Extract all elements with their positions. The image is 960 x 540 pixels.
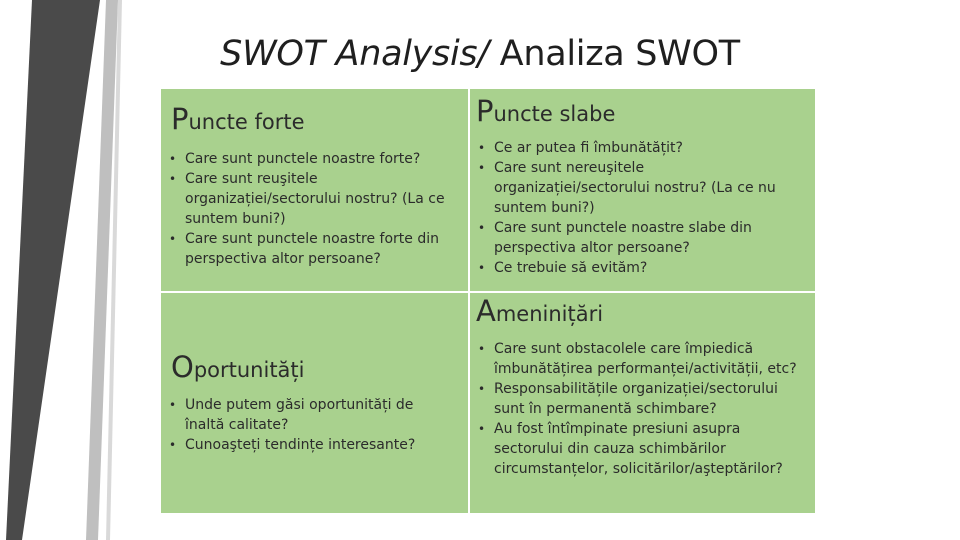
- weaknesses-heading-rest: uncte slabe: [493, 102, 616, 126]
- strengths-quadrant: [161, 89, 468, 291]
- list-item: • Care sunt obstacolele care împiedică îmbunătățirea performanței/activității, etc?: [472, 339, 802, 379]
- list-item: • Care sunt punctele noastre slabe din perspectiva altor persoane?: [472, 218, 792, 258]
- opportunities-quadrant: [161, 293, 468, 513]
- list-item: • Responsabilitățile organizației/sectorului sunt în permanentă schimbare?: [472, 379, 802, 419]
- threats-heading-rest: meninițări: [495, 302, 604, 326]
- list-item: • Care sunt nereuşitele organizației/sectorului nostru? (La ce nu suntem buni?): [472, 158, 792, 218]
- list-item: • Care sunt reuşitele organizației/sectorului nostru? (La ce suntem buni?): [163, 169, 463, 229]
- weaknesses-heading: [476, 94, 616, 128]
- decorative-stripe-dark: [6, 0, 100, 540]
- threats-list: [472, 339, 802, 479]
- slide-title: [160, 34, 800, 74]
- slide-title-rest: Analiza SWOT: [488, 34, 740, 74]
- strengths-heading: [171, 102, 305, 136]
- list-item: • Unde putem găsi oportunități de înaltă calitate?: [163, 395, 453, 435]
- list-item: • Cunoaşteți tendințe interesante?: [163, 435, 453, 455]
- list-item: • Care sunt punctele noastre forte?: [163, 149, 463, 169]
- list-item: • Care sunt punctele noastre forte din perspectiva altor persoane?: [163, 229, 463, 269]
- opportunities-heading-rest: portunități: [193, 358, 305, 382]
- slide-title-italic: SWOT Analysis/: [220, 34, 489, 74]
- list-item: • Ce ar putea fi îmbunătățit?: [472, 138, 792, 158]
- threats-quadrant: [470, 293, 815, 513]
- threats-heading: [476, 294, 604, 328]
- list-item: • Ce trebuie să evităm?: [472, 258, 792, 278]
- swot-grid: [160, 88, 816, 514]
- opportunities-heading-initial: O: [171, 350, 194, 384]
- opportunities-heading: [171, 350, 305, 384]
- strengths-heading-rest: uncte forte: [188, 110, 305, 134]
- list-item: • Au fost întîmpinate presiuni asupra sectorului din cauza schimbărilor circumstanțelor, solicitărilor/aşteptărilor?: [472, 419, 802, 479]
- strengths-heading-initial: P: [171, 102, 189, 136]
- weaknesses-heading-initial: P: [476, 94, 494, 128]
- opportunities-list: [163, 395, 453, 455]
- weaknesses-list: [472, 138, 792, 278]
- strengths-list: [163, 149, 463, 269]
- threats-heading-initial: A: [476, 294, 496, 328]
- weaknesses-quadrant: [470, 89, 815, 291]
